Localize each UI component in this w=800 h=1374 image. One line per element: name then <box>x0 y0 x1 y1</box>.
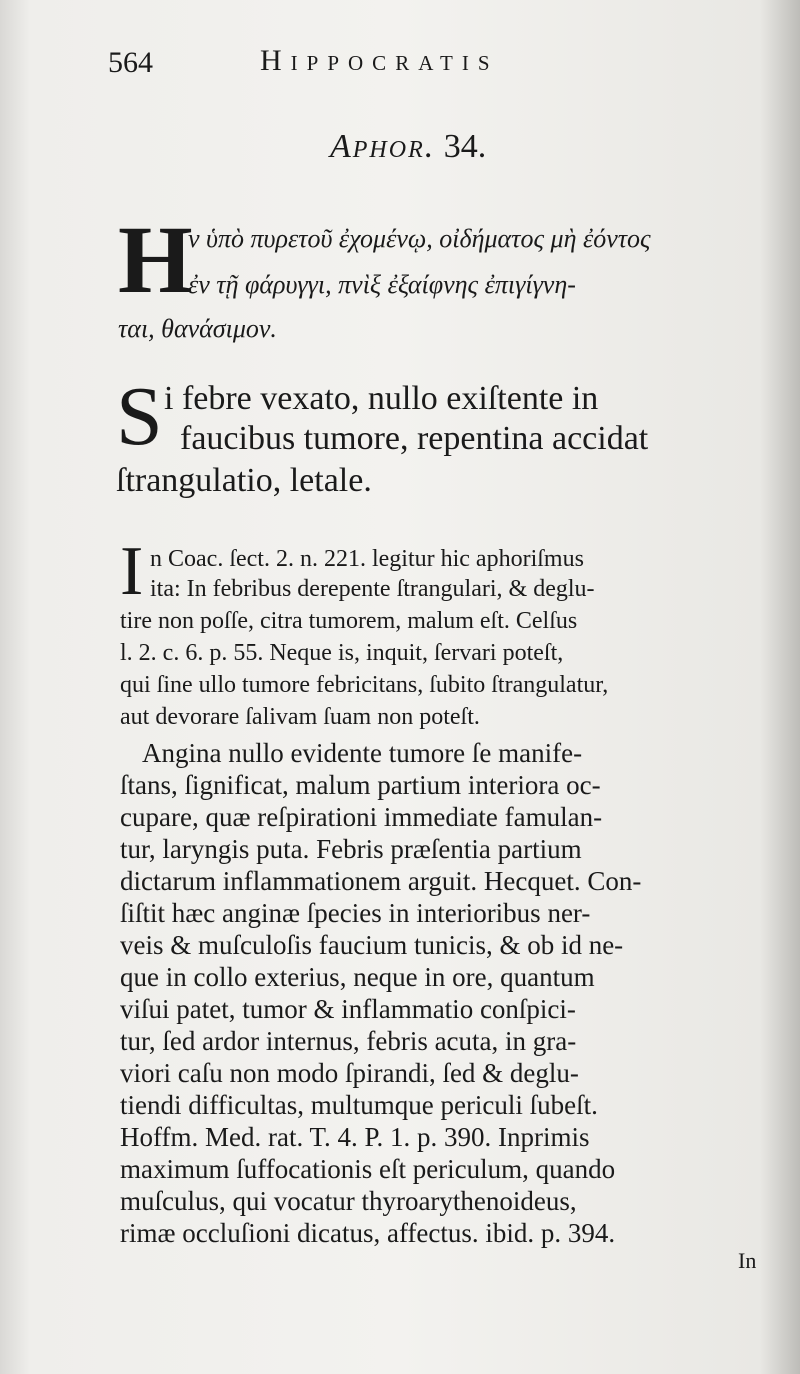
commentary-line: viſui patet, tumor & inflammatio conſpici- <box>120 994 576 1024</box>
commentary-drop-cap: I <box>120 533 144 610</box>
page-header <box>108 38 628 82</box>
commentary-line: cupare, quæ reſpirationi immediate famulan- <box>120 802 603 832</box>
page-number: 564 <box>108 46 153 79</box>
commentary-line: l. 2. c. 6. p. 55. Neque is, inquit, ſervari poteſt, <box>120 640 564 666</box>
aphorism-label: Aphor. <box>330 128 436 165</box>
commentary-line: rimæ occluſioni dicatus, affectus. ibid. p. 394. <box>120 1218 616 1248</box>
commentary-line: aut devorare ſalivam ſuam non poteſt. <box>120 704 480 730</box>
commentary-line: muſculus, qui vocatur thyroarythenoideus, <box>120 1186 577 1216</box>
latin-drop-cap: S <box>116 370 163 463</box>
greek-line: ἐν τῇ φάρυγγι, πνὶξ ἐξαίφνης ἐπιγίγνη- <box>188 270 576 299</box>
greek-drop-cap: H <box>118 206 193 313</box>
commentary-line: tiendi difficultas, multumque periculi ſubeſt. <box>120 1090 598 1120</box>
commentary-line: n Coac. ſect. 2. n. 221. legitur hic aphoriſmus <box>150 546 584 572</box>
latin-line: faucibus tumore, repentina accidat <box>180 420 649 457</box>
commentary-line: ſiſtit hæc anginæ ſpecies in interioribus ner- <box>120 898 591 928</box>
latin-line: ſtrangulatio, letale. <box>116 462 372 499</box>
commentary-line: tur, ſed ardor internus, febris acuta, in gra- <box>120 1026 577 1056</box>
commentary-line: viori caſu non modo ſpirandi, ſed & deglu- <box>120 1058 579 1088</box>
catchword: In <box>738 1248 757 1273</box>
commentary-line: maximum ſuffocationis eſt periculum, quando <box>120 1154 616 1184</box>
aphorism-heading <box>330 128 590 166</box>
commentary-line: tire non poſſe, citra tumorem, malum eſt. Celſus <box>120 608 578 634</box>
greek-line: ται, θανάσιμον. <box>118 314 277 343</box>
greek-line: ν ὑπὸ πυρετοῦ ἐχομένῳ, οἰδήματος μὴ ἐόντος <box>188 224 651 253</box>
greek-text <box>118 206 768 343</box>
commentary <box>120 533 770 1280</box>
latin-translation <box>116 370 766 500</box>
commentary-line: ita: In febribus derepente ſtrangulari, & deglu- <box>150 576 595 602</box>
commentary-line: tur, laryngis puta. Febris præſentia partium <box>120 834 582 864</box>
commentary-line: que in collo exterius, neque in ore, quantum <box>120 962 595 992</box>
commentary-line: qui ſine ullo tumore febricitans, ſubito ſtrangulatur, <box>120 672 609 698</box>
latin-line: i febre vexato, nullo exiſtente in <box>164 380 599 417</box>
commentary-line: veis & muſculoſis faucium tunicis, & ob id ne- <box>120 930 624 960</box>
commentary-line: dictarum inflammationem arguit. Hecquet. Con- <box>120 866 642 896</box>
commentary-line: Angina nullo evidente tumore ſe manife- <box>142 738 583 768</box>
commentary-line: ſtans, ſignificat, malum partium interiora oc- <box>120 770 601 800</box>
commentary-line: Hoffm. Med. rat. T. 4. P. 1. p. 390. Inprimis <box>120 1122 590 1152</box>
aphorism-number: 34. <box>443 128 487 165</box>
running-head: Hippocratis <box>260 44 499 77</box>
